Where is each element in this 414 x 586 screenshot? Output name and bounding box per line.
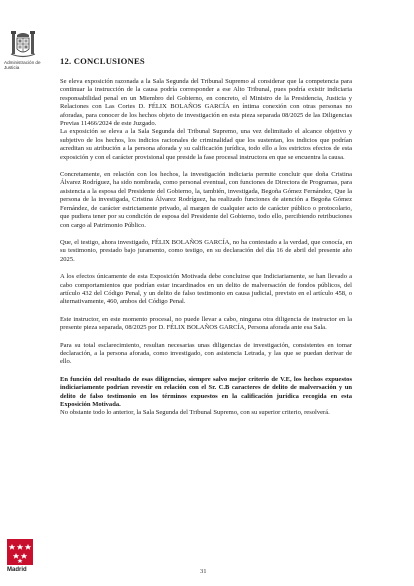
coat-of-arms-icon [9,30,37,60]
paragraph: No obstante todo lo anterior, la Sala Segunda del Tribunal Supremo, con su superior criterio, resolverá. [60,409,330,417]
paragraph: Este instructor, en este momento procesal, no puede llevar a cabo, ninguna otra diligencia de instructor en la presente pieza separada, 08/2025 por D. FÉLIX BOLAÑOS GARCÍA, Persona aforada ante esa Sala. [60,315,352,332]
paragraph: La exposición se eleva a la Sala Segunda del Tribunal Supremo, una vez delimitado el alcance objetivo y subjetivo de los hechos, los indicios racionales de criminalidad que los sustentan, los indicios que podrían acreditan su atribución a la persona aforada y su calificación jurídica, todo ello a los estrictos efectos de esta exposición y con el carácter provisional que preside la fase procesal instructora en que se encuentra la causa. [60,128,352,161]
madrid-flag-logo-icon [7,539,33,565]
paragraph-bold: En función del resultado de esas diligencias, siempre salvo mejor criterio de V.E, los hechos expuestos indiciariamente podrían revestir en relación con el Sr. C.B caracteres de delito de malversación y un delito de falso testimonio en los términos expuestos en la calificación jurídica recogida en esta Exposición Motivada. [60,375,352,408]
section-heading: 12. CONCLUSIONES [60,56,145,66]
sidebar [0,0,46,586]
institution-label: Administración de Justicia [4,60,41,71]
paragraph: A los efectos únicamente de esta Exposición Motivada debe concluirse que Indiciariamente, se han llevado a cabo comportamientos que podrían estar incardinados en un delito de malversación de fondos públicos, del artículo 432 del Código Penal, y un delito de falso testimonio en causa judicial, previsto en el artículo 458, o alternativamente, 460, ambos del Código Penal. [60,273,352,306]
document-body [60,56,352,427]
paragraph: Concretamente, en relación con los hechos, la investigación indiciaria permite concluir que doña Cristina Álvarez Rodríguez, ha sido nombrada, como personal eventual, con funciones de Directora de Programas, para asistencia a la esposa del Presidente del Gobierno, la, también, investigada, Begoña Gómez Fernández, Que la persona de la investigada, Cristina Álvarez Rodríguez, ha realizado funciones de atención a Begoña Gómez Fernández, de carácter estrictamente privado, al margen de cualquier acto de carácter público o protocolario, que pudiera tener por su condición de esposa del Presidente del Gobierno, todo ello, percibiendo retribuciones con cargo al Patrimonio Público. [60,171,352,229]
paragraph: Se eleva exposición razonada a la Sala Segunda del Tribunal Supremo al considerar que la competencia para continuar la instrucción de la causa podría corresponder a ese Alto Tribunal, pues podría existir indiciaria responsabilidad penal en un Miembro del Gobierno, en concreto, el Ministro de la Presidencia, Justicia y Relaciones con Las Cortes D. FÉLIX BOLAÑOS GARCÍA en íntima conexión con otras personas no aforadas, para conocer de los hechos objeto de investigación en esta pieza separada 08/2025 de las Diligencias Previas 11466/2024 de este Juzgado. [60,78,352,128]
region-label: Madrid [7,567,27,573]
paragraph: Para su total esclarecimiento, resultan necesarias unas diligencias de investigación, consistentes en tomar declaración, a la persona aforada, como investigado, con asistencia Letrada, y las que se puedan derivar de ello. [60,341,352,366]
page-number: 31 [200,568,207,575]
paragraph: Que, el testigo, ahora investigado, FÉLIX BOLAÑOS GARCÍA, no ha contestado a la verdad, que conocía, en su testimonio, prestado bajo juramento, como testigo, en su declaración del día 16 de abril del presente año 2025. [60,238,352,263]
